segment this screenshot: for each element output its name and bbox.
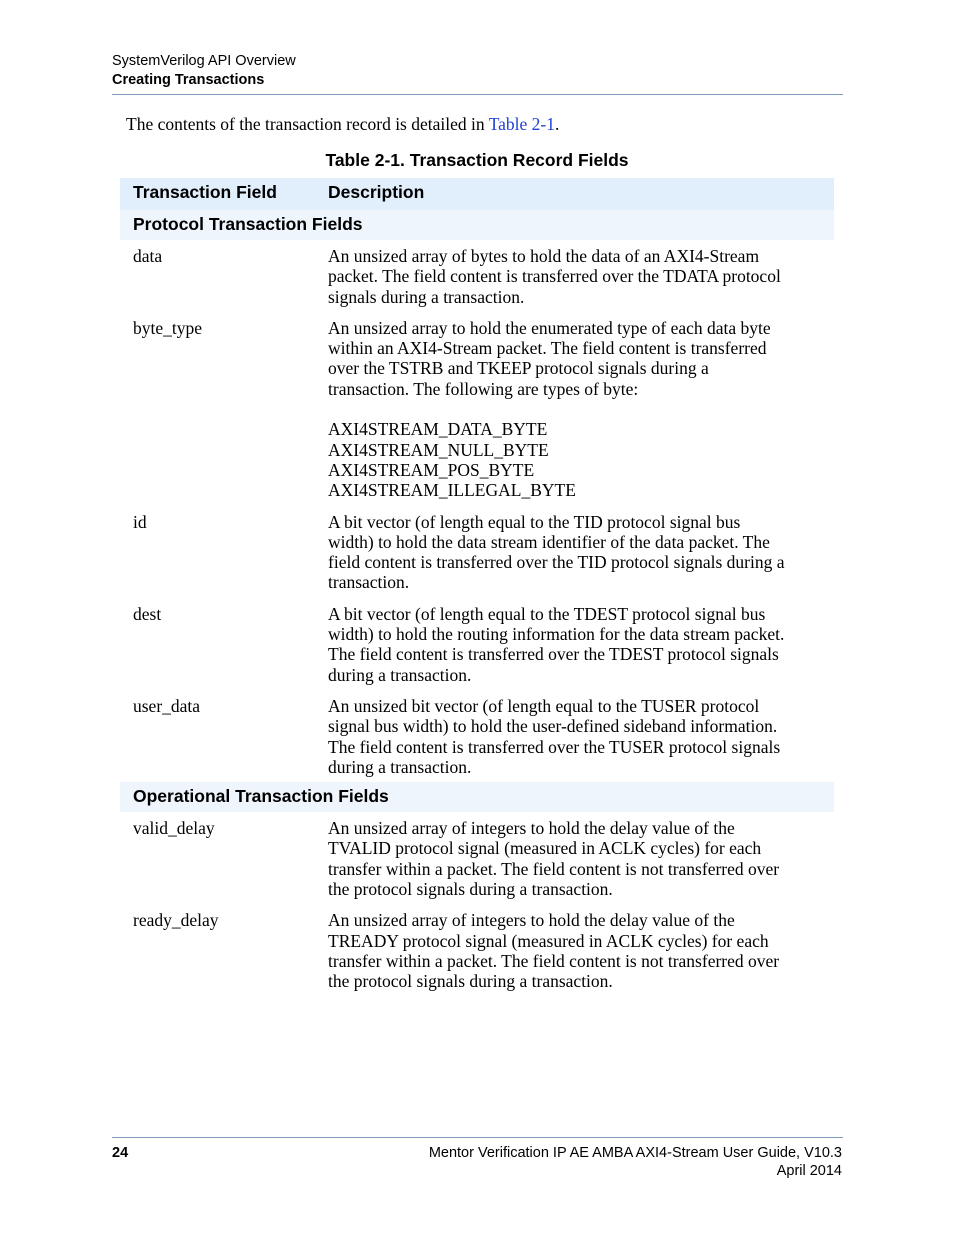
section-row-protocol: Protocol Transaction Fields bbox=[120, 210, 834, 240]
intro-end: . bbox=[555, 114, 560, 134]
field-name: data bbox=[133, 246, 163, 266]
field-description bbox=[328, 246, 821, 307]
field-name: valid_delay bbox=[133, 818, 215, 839]
chapter-title: SystemVerilog API Overview bbox=[112, 53, 296, 69]
column-header-field: Transaction Field bbox=[133, 182, 277, 202]
field-name: dest bbox=[133, 603, 162, 624]
table-row bbox=[120, 312, 834, 506]
table-caption: Table 2-1. Transaction Record Fields bbox=[325, 150, 629, 170]
description-line: signal bus width) to hold the user-defined sideband information. bbox=[328, 716, 778, 737]
description-line: transfer within a packet. The field content is not transferred over bbox=[328, 858, 780, 879]
spacer bbox=[328, 399, 821, 419]
field-name: user_data bbox=[133, 695, 201, 716]
enum-value: AXI4STREAM_DATA_BYTE bbox=[328, 419, 548, 440]
description-line: the protocol signals during a transaction. bbox=[328, 971, 613, 992]
description-line: signals during a transaction. bbox=[328, 286, 525, 307]
table-row bbox=[120, 690, 834, 782]
description-line: field content is transferred over the TID protocol signals during a bbox=[328, 552, 785, 573]
running-header bbox=[112, 52, 843, 90]
footer-info bbox=[429, 1144, 842, 1180]
description-line: An unsized array of integers to hold the delay value of the bbox=[328, 818, 735, 839]
description-line: TREADY protocol signal (measured in ACLK cycles) for each bbox=[328, 930, 769, 951]
field-description bbox=[328, 512, 821, 593]
document-date: April 2014 bbox=[776, 1163, 842, 1179]
table-row bbox=[120, 598, 834, 690]
field-description bbox=[328, 318, 821, 501]
intro-paragraph bbox=[126, 113, 559, 135]
description-line: An unsized bit vector (of length equal to the TUSER protocol bbox=[328, 695, 760, 716]
description-line: during a transaction. bbox=[328, 664, 472, 685]
header-rule bbox=[112, 94, 843, 95]
table-link[interactable]: Table 2-1 bbox=[488, 114, 556, 134]
field-description bbox=[328, 818, 821, 899]
description-line: A bit vector (of length equal to the TDEST protocol signal bus bbox=[328, 603, 766, 624]
field-description bbox=[328, 604, 821, 685]
enum-value: AXI4STREAM_POS_BYTE bbox=[328, 459, 535, 480]
description-line: width) to hold the routing information for the data stream packet. bbox=[328, 624, 785, 645]
enum-value: AXI4STREAM_ILLEGAL_BYTE bbox=[328, 480, 576, 501]
section-row-operational: Operational Transaction Fields bbox=[120, 782, 834, 812]
description-line: An unsized array of bytes to hold the data of an AXI4-Stream bbox=[328, 246, 760, 266]
description-line: packet. The field content is transferred over the TDATA protocol bbox=[328, 266, 781, 287]
description-line: transaction. The following are types of byte: bbox=[328, 378, 639, 399]
field-name: byte_type bbox=[133, 317, 203, 338]
table-row bbox=[120, 240, 834, 312]
description-line: The field content is transferred over the TDEST protocol signals bbox=[328, 644, 779, 665]
description-line: transfer within a packet. The field content is not transferred over bbox=[328, 950, 780, 971]
description-line: over the TSTRB and TKEEP protocol signals during a bbox=[328, 358, 709, 379]
field-description bbox=[328, 696, 821, 777]
description-line: transaction. bbox=[328, 572, 410, 593]
description-line: width) to hold the data stream identifier of the data packet. The bbox=[328, 531, 770, 552]
field-name: id bbox=[133, 511, 147, 532]
description-line: A bit vector (of length equal to the TID protocol signal bus bbox=[328, 511, 741, 532]
table-row bbox=[120, 506, 834, 598]
transaction-record-table bbox=[120, 178, 834, 997]
section-title: Creating Transactions bbox=[112, 72, 265, 88]
description-line: the protocol signals during a transaction. bbox=[328, 879, 613, 900]
table-row bbox=[120, 812, 834, 904]
description-line: during a transaction. bbox=[328, 756, 472, 777]
column-header-description: Description bbox=[328, 182, 425, 202]
description-line: within an AXI4-Stream packet. The field content is transferred bbox=[328, 338, 767, 359]
table-row bbox=[120, 904, 834, 996]
field-description bbox=[328, 910, 821, 991]
document-title: Mentor Verification IP AE AMBA AXI4-Stream User Guide, V10.3 bbox=[428, 1145, 842, 1161]
enum-value: AXI4STREAM_NULL_BYTE bbox=[328, 439, 549, 460]
footer-rule bbox=[112, 1137, 843, 1138]
description-line: The field content is transferred over the TUSER protocol signals bbox=[328, 736, 781, 757]
field-name: ready_delay bbox=[133, 910, 219, 931]
description-line: TVALID protocol signal (measured in ACLK cycles) for each bbox=[328, 838, 762, 859]
table-header-row bbox=[120, 178, 834, 210]
intro-text: The contents of the transaction record is detailed in bbox=[126, 114, 489, 134]
page-number: 24 bbox=[112, 1145, 129, 1161]
description-line: An unsized array to hold the enumerated type of each data byte bbox=[328, 317, 771, 338]
description-line: An unsized array of integers to hold the delay value of the bbox=[328, 910, 735, 931]
